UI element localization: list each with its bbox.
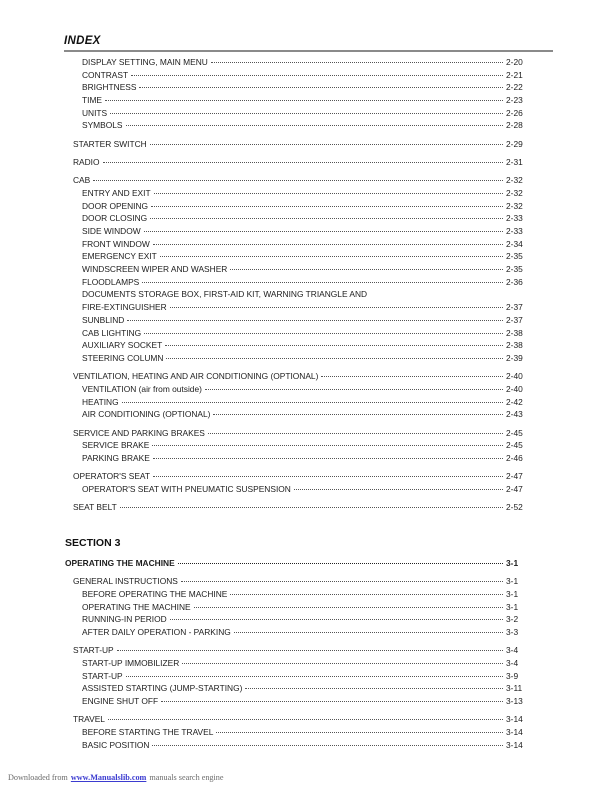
toc-entry[interactable] bbox=[64, 107, 553, 120]
toc-entry-label: ENGINE SHUT OFF bbox=[82, 695, 159, 706]
manualslib-link[interactable]: www.Manualslib.com bbox=[70, 773, 147, 782]
toc-leader-dots bbox=[108, 718, 503, 720]
toc-leader-dots bbox=[182, 662, 503, 664]
toc-entry-page-number: 2-36 bbox=[506, 276, 523, 287]
toc-entry-label: FLOODLAMPS bbox=[82, 276, 140, 287]
toc-entry[interactable] bbox=[64, 601, 553, 614]
toc-leader-dots bbox=[166, 357, 503, 359]
toc-leader-dots bbox=[144, 332, 503, 334]
toc-leader-dots bbox=[213, 413, 503, 415]
toc-entry[interactable] bbox=[64, 238, 553, 251]
section-heading: SECTION 3 bbox=[65, 536, 121, 549]
toc-entry[interactable] bbox=[64, 276, 553, 289]
toc-entry-label: DISPLAY SETTING, MAIN MENU bbox=[82, 57, 208, 67]
toc-leader-dots bbox=[153, 475, 503, 477]
toc-entry-label: EMERGENCY EXIT bbox=[82, 251, 157, 262]
toc-entry-label: BASIC POSITION bbox=[82, 739, 150, 750]
toc-entry-page-number: 2-20 bbox=[506, 57, 523, 67]
toc-leader-dots bbox=[139, 86, 503, 88]
toc-entry[interactable] bbox=[64, 56, 553, 69]
toc-entry-page-number: 3-4 bbox=[506, 657, 519, 668]
toc-entry-label: DOOR OPENING bbox=[82, 200, 149, 211]
toc-entry[interactable] bbox=[64, 644, 553, 657]
toc-entry-label: CAB LIGHTING bbox=[82, 327, 142, 338]
toc-entry-label: AFTER DAILY OPERATION - PARKING bbox=[82, 626, 231, 637]
toc-entry-page-number: 2-21 bbox=[506, 69, 523, 80]
toc-entry[interactable] bbox=[64, 156, 553, 169]
toc-leader-dots bbox=[153, 457, 503, 459]
toc-entry-page-number: 3-4 bbox=[506, 645, 519, 656]
toc-leader-dots bbox=[170, 306, 503, 308]
toc-entry[interactable] bbox=[64, 657, 553, 670]
toc-leader-dots bbox=[211, 61, 503, 63]
toc-entry[interactable] bbox=[64, 288, 553, 301]
toc-entry-label: ENTRY AND EXIT bbox=[82, 187, 151, 198]
toc-entry-page-number: 2-28 bbox=[506, 120, 523, 131]
toc-entry[interactable] bbox=[64, 301, 553, 314]
toc-entry-page-number: 2-29 bbox=[506, 138, 523, 149]
toc-leader-dots bbox=[131, 74, 503, 76]
toc-entry[interactable] bbox=[64, 327, 553, 340]
toc-entry[interactable] bbox=[64, 626, 553, 639]
toc-entry-label: VENTILATION (air from outside) bbox=[82, 383, 202, 394]
toc-entry[interactable] bbox=[64, 187, 553, 200]
toc-entry-page-number: 2-47 bbox=[506, 471, 523, 482]
toc-entry[interactable] bbox=[64, 739, 553, 752]
toc-entry-page-number: 2-34 bbox=[506, 238, 523, 249]
section-block bbox=[64, 536, 553, 751]
toc-entry-list bbox=[64, 56, 553, 514]
toc-leader-dots bbox=[126, 675, 503, 677]
toc-entry[interactable] bbox=[64, 200, 553, 213]
section-entry-list bbox=[64, 557, 553, 751]
toc-entry-page-number: 3-9 bbox=[506, 670, 519, 681]
toc-entry-label: START-UP IMMOBILIZER bbox=[82, 657, 180, 668]
footer-prefix: Downloaded from bbox=[8, 773, 68, 782]
toc-entry-label: TRAVEL bbox=[73, 714, 105, 725]
toc-entry-page-number: 2-39 bbox=[506, 352, 523, 363]
toc-entry[interactable] bbox=[64, 695, 553, 708]
toc-leader-dots bbox=[160, 255, 503, 257]
toc-entry-page-number: 3-14 bbox=[506, 739, 523, 750]
toc-entry[interactable] bbox=[64, 713, 553, 726]
toc-entry-label: START-UP bbox=[82, 670, 123, 681]
toc-entry-label: CAB bbox=[73, 175, 91, 186]
toc-entry-label: BEFORE STARTING THE TRAVEL bbox=[82, 726, 214, 737]
toc-leader-dots bbox=[208, 432, 503, 434]
toc-entry[interactable] bbox=[64, 370, 553, 383]
toc-leader-dots bbox=[205, 388, 503, 390]
toc-entry-label: GENERAL INSTRUCTIONS bbox=[73, 576, 178, 587]
toc-leader-dots bbox=[152, 444, 503, 446]
toc-entry[interactable] bbox=[64, 452, 553, 465]
toc-entry[interactable] bbox=[64, 250, 553, 263]
toc-leader-dots bbox=[194, 606, 503, 608]
toc-entry[interactable] bbox=[64, 408, 553, 421]
toc-entry-label: DOOR CLOSING bbox=[82, 213, 148, 224]
toc-leader-dots bbox=[127, 319, 503, 321]
toc-leader-dots bbox=[321, 375, 503, 377]
toc-entry-page-number: 2-33 bbox=[506, 226, 523, 237]
toc-entry-label: STARTER SWITCH bbox=[73, 138, 147, 149]
toc-entry-label: BEFORE OPERATING THE MACHINE bbox=[82, 588, 228, 599]
toc-entry-label: SIDE WINDOW bbox=[82, 226, 141, 237]
toc-entry[interactable] bbox=[64, 396, 553, 409]
toc-entry-label: RUNNING-IN PERIOD bbox=[82, 614, 167, 625]
toc-entry-page-number: 2-32 bbox=[506, 200, 523, 211]
toc-entry-page-number: 3-1 bbox=[506, 588, 519, 599]
toc-leader-dots bbox=[165, 344, 503, 346]
toc-entry[interactable] bbox=[64, 470, 553, 483]
toc-entry-page-number: 2-45 bbox=[506, 440, 523, 451]
toc-entry[interactable] bbox=[64, 69, 553, 82]
toc-leader-dots bbox=[181, 580, 503, 582]
toc-leader-dots bbox=[126, 124, 504, 126]
toc-entry-page-number: 2-37 bbox=[506, 314, 523, 325]
toc-leader-dots bbox=[245, 687, 503, 689]
toc-entry-label: TIME bbox=[82, 95, 103, 106]
toc-entry[interactable] bbox=[64, 588, 553, 601]
toc-entry[interactable] bbox=[64, 501, 553, 514]
toc-entry-page-number: 3-1 bbox=[506, 601, 519, 612]
toc-entry-label: AIR CONDITIONING (OPTIONAL) bbox=[82, 409, 211, 420]
toc-leader-dots bbox=[142, 281, 503, 283]
toc-entry-label: UNITS bbox=[82, 107, 108, 118]
toc-entry[interactable] bbox=[64, 94, 553, 107]
toc-entry-page-number: 2-52 bbox=[506, 502, 523, 513]
toc-entry-page-number: 2-26 bbox=[506, 107, 523, 118]
toc-entry[interactable] bbox=[64, 119, 553, 132]
toc-entry-label: START-UP bbox=[73, 645, 114, 656]
toc-entry-page-number: 2-40 bbox=[506, 371, 523, 382]
toc-entry-page-number: 2-33 bbox=[506, 213, 523, 224]
toc-entry-label: DOCUMENTS STORAGE BOX, FIRST-AID KIT, WARNING TRIANGLE AND bbox=[82, 289, 368, 300]
toc-entry-page-number: 2-46 bbox=[506, 452, 523, 463]
toc-entry-label: BRIGHTNESS bbox=[82, 82, 137, 93]
toc-entry[interactable] bbox=[64, 483, 553, 496]
page-footer bbox=[8, 773, 224, 782]
toc-entry-page-number: 2-35 bbox=[506, 251, 523, 262]
toc-leader-dots bbox=[161, 700, 503, 702]
page-title: INDEX bbox=[64, 35, 101, 47]
toc-leader-dots bbox=[117, 649, 503, 651]
toc-entry-label: AUXILIARY SOCKET bbox=[82, 340, 163, 351]
toc-entry[interactable] bbox=[64, 726, 553, 739]
toc-entry-page-number: 3-14 bbox=[506, 714, 523, 725]
toc-leader-dots bbox=[144, 230, 503, 232]
toc-leader-dots bbox=[122, 401, 503, 403]
toc-entry-label: SERVICE AND PARKING BRAKES bbox=[73, 427, 205, 438]
toc-entry-page-number: 2-31 bbox=[506, 157, 523, 167]
toc-entry[interactable] bbox=[64, 352, 553, 365]
toc-leader-dots bbox=[103, 161, 503, 163]
toc-entry-label: PARKING BRAKE bbox=[82, 452, 150, 463]
header-divider bbox=[64, 50, 553, 52]
toc-entry-label: OPERATING THE MACHINE bbox=[65, 557, 175, 568]
toc-entry-page-number: 3-14 bbox=[506, 726, 523, 737]
toc-entry-page-number: 2-23 bbox=[506, 95, 523, 106]
toc-leader-dots bbox=[230, 268, 503, 270]
toc-leader-dots bbox=[120, 506, 503, 508]
toc-entry[interactable] bbox=[64, 339, 553, 352]
toc-entry[interactable] bbox=[64, 557, 553, 570]
toc-entry-page-number: 2-38 bbox=[506, 340, 523, 351]
toc-leader-dots bbox=[150, 143, 503, 145]
page-header bbox=[64, 34, 553, 52]
toc-leader-dots bbox=[153, 243, 503, 245]
toc-entry-label: SEAT BELT bbox=[73, 502, 117, 513]
toc-entry-label: SERVICE BRAKE bbox=[82, 440, 150, 451]
toc-entry-label: SUNBLIND bbox=[82, 314, 125, 325]
toc-leader-dots bbox=[150, 217, 503, 219]
toc-leader-dots bbox=[234, 631, 503, 633]
toc-entry-label: WINDSCREEN WIPER AND WASHER bbox=[82, 264, 228, 275]
toc-entry-label: OPERATING THE MACHINE bbox=[82, 601, 191, 612]
toc-leader-dots bbox=[152, 744, 503, 746]
toc-entry-page-number: 2-32 bbox=[506, 175, 523, 186]
toc-entry-label: FIRE-EXTINGUISHER bbox=[82, 302, 167, 313]
footer-suffix: manuals search engine bbox=[149, 773, 224, 782]
toc-entry[interactable] bbox=[64, 314, 553, 327]
toc-leader-dots bbox=[216, 731, 503, 733]
toc-entry-page-number: 3-1 bbox=[506, 557, 519, 568]
toc-leader-dots bbox=[178, 562, 503, 564]
toc-entry[interactable] bbox=[64, 613, 553, 626]
toc-entry-page-number: 2-42 bbox=[506, 396, 523, 407]
toc-entry-label: SYMBOLS bbox=[82, 120, 123, 131]
toc-entry[interactable] bbox=[64, 212, 553, 225]
toc-entry[interactable] bbox=[64, 383, 553, 396]
toc-leader-dots bbox=[105, 99, 503, 101]
toc-entry-label: OPERATOR'S SEAT bbox=[73, 471, 150, 482]
toc-entry[interactable] bbox=[64, 81, 553, 94]
toc-entry[interactable] bbox=[64, 138, 553, 151]
toc-leader-dots bbox=[170, 618, 503, 620]
toc-entry-page-number: 2-38 bbox=[506, 327, 523, 338]
toc-entry-page-number: 3-11 bbox=[506, 683, 523, 694]
toc-leader-dots bbox=[151, 205, 503, 207]
toc-entry-label: FRONT WINDOW bbox=[82, 238, 150, 249]
toc-entry[interactable] bbox=[64, 670, 553, 683]
toc-leader-dots bbox=[93, 179, 503, 181]
toc-entry-label: ASSISTED STARTING (JUMP-STARTING) bbox=[82, 683, 243, 694]
toc-entry[interactable] bbox=[64, 682, 553, 695]
toc-entry-page-number: 2-40 bbox=[506, 383, 523, 394]
toc-leader-dots bbox=[294, 488, 503, 490]
toc-entry[interactable] bbox=[64, 575, 553, 588]
toc-entry[interactable] bbox=[64, 427, 553, 440]
toc-leader-dots bbox=[110, 112, 503, 114]
table-of-contents bbox=[64, 56, 553, 751]
toc-entry-page-number: 2-45 bbox=[506, 427, 523, 438]
toc-entry-page-number: 2-43 bbox=[506, 409, 523, 420]
toc-entry[interactable] bbox=[64, 225, 553, 238]
toc-entry-label: STEERING COLUMN bbox=[82, 352, 164, 363]
toc-entry-page-number: 2-47 bbox=[506, 483, 523, 494]
toc-entry-page-number: 2-37 bbox=[506, 302, 523, 313]
toc-entry-page-number: 3-2 bbox=[506, 614, 519, 625]
toc-leader-dots bbox=[230, 593, 503, 595]
toc-entry-label: OPERATOR'S SEAT WITH PNEUMATIC SUSPENSION bbox=[82, 483, 291, 494]
toc-entry[interactable] bbox=[64, 439, 553, 452]
toc-leader-dots bbox=[154, 192, 503, 194]
toc-entry[interactable] bbox=[64, 174, 553, 187]
toc-entry-label: VENTILATION, HEATING AND AIR CONDITIONING (OPTIONAL) bbox=[73, 371, 319, 382]
toc-entry-page-number: 3-13 bbox=[506, 695, 523, 706]
toc-entry-page-number: 3-1 bbox=[506, 576, 519, 587]
toc-entry-page-number: 2-32 bbox=[506, 187, 523, 198]
toc-entry-page-number: 3-3 bbox=[506, 626, 519, 637]
toc-entry-page-number: 2-22 bbox=[506, 82, 523, 93]
toc-entry-label: CONTRAST bbox=[82, 69, 129, 80]
toc-entry-label: HEATING bbox=[82, 396, 119, 407]
toc-entry[interactable] bbox=[64, 263, 553, 276]
toc-entry-page-number: 2-35 bbox=[506, 264, 523, 275]
toc-entry-label: RADIO bbox=[73, 157, 100, 167]
